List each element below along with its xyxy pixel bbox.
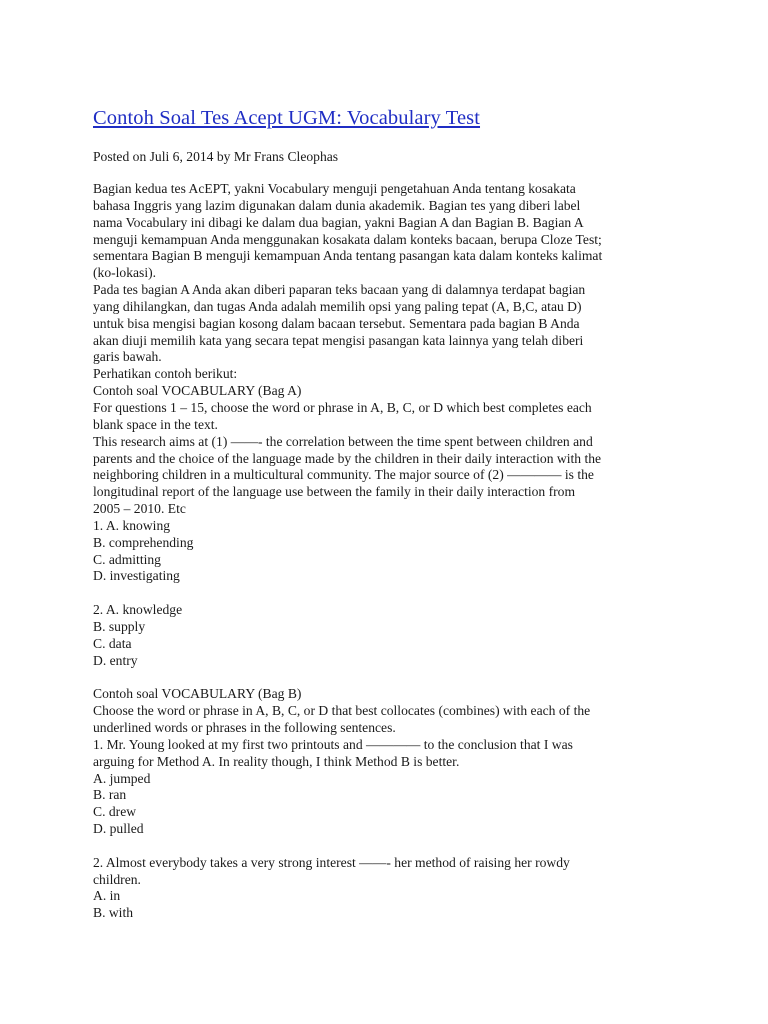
section-a-q2-line: C. data	[93, 635, 132, 651]
section-a-q2-line: D. entry	[93, 652, 138, 668]
document-page	[93, 104, 693, 922]
intro-line: nama Vocabulary ini dibagi ke dalam dua bagian, yakni Bagian A dan Bagian B. Bagian A	[93, 214, 584, 230]
intro-line: yang dihilangkan, dan tugas Anda adalah memilih opsi yang paling tepat (A, B,C, atau D)	[93, 298, 582, 314]
section-b-q1-line: B. ran	[93, 787, 127, 803]
section-b-q2-line: A. in	[93, 888, 121, 904]
section-b-q1-line: 1. Mr. Young looked at my first two printouts and ———— to the conclusion that I was	[93, 736, 573, 752]
intro-line: Perhatikan contoh berikut:	[93, 366, 238, 382]
section-b-q1-line: A. jumped	[93, 770, 151, 786]
spacer	[93, 585, 693, 602]
intro-line: Bagian kedua tes AcEPT, yakni Vocabulary menguji pengetahuan Anda tentang kosakata	[93, 181, 576, 196]
section-b-q1-line: arguing for Method A. In reality though, I think Method B is better.	[93, 753, 460, 769]
section-b-q2-line: B. with	[93, 905, 134, 921]
section-a-q2-line: 2. A. knowledge	[93, 602, 183, 618]
section-b-instruction: underlined words or phrases in the following sentences.	[93, 720, 396, 735]
intro-line: menguji kemampuan Anda menggunakan kosakata dalam konteks bacaan, berupa Cloze Test;	[93, 231, 602, 247]
section-a-passage: This research aims at (1) ——- the correlation between the time spent between children and	[93, 433, 593, 449]
article-body	[93, 181, 693, 922]
post-meta: Posted on Juli 6, 2014 by Mr Frans Cleophas	[93, 149, 339, 164]
section-a-q2-line: B. supply	[93, 618, 146, 634]
intro-line: akan diuji memilih kata yang secara tepat mengisi pasangan kata lainnya yang telah diberi	[93, 332, 584, 348]
spacer	[93, 838, 693, 855]
intro-line: untuk bisa mengisi bagian kosong dalam bacaan tersebut. Sementara pada bagian B Anda	[93, 315, 580, 331]
section-a-instruction: For questions 1 – 15, choose the word or phrase in A, B, C, or D which best completes each	[93, 399, 592, 415]
section-a-q1-line: D. investigating	[93, 568, 180, 584]
section-a-q1-line: B. comprehending	[93, 534, 194, 550]
section-b-q1-line: C. drew	[93, 804, 137, 820]
section-a-instruction: blank space in the text.	[93, 416, 218, 432]
intro-line: sementara Bagian B menguji kemampuan Anda tentang pasangan kata dalam konteks kalimat	[93, 248, 603, 264]
section-a-passage: neighboring children in a multicultural community. The major source of (2) ———— is the	[93, 467, 594, 483]
section-a-passage: 2005 – 2010. Etc	[93, 501, 186, 517]
section-a-passage: longitudinal report of the language use between the family in their daily interaction from	[93, 484, 576, 500]
section-b-q2-line: children.	[93, 871, 141, 887]
section-a-passage: parents and the choice of the language made by the children in their daily interaction with the	[93, 450, 602, 466]
section-b-q2-line: 2. Almost everybody takes a very strong interest ——- her method of raising her rowdy	[93, 854, 570, 870]
spacer	[93, 669, 693, 686]
section-b-heading: Contoh soal VOCABULARY (Bag B)	[93, 686, 302, 702]
intro-line: bahasa Inggris yang lazim digunakan dalam dunia akademik. Bagian tes yang diberi label	[93, 197, 581, 213]
section-b-q1-line: D. pulled	[93, 821, 144, 837]
intro-line: garis bawah.	[93, 349, 162, 365]
intro-line: Pada tes bagian A Anda akan diberi paparan teks bacaan yang di dalamnya terdapat bagian	[93, 282, 586, 298]
section-b-instruction: Choose the word or phrase in A, B, C, or D that best collocates (combines) with each of the	[93, 703, 591, 719]
intro-line: (ko-lokasi).	[93, 265, 157, 281]
section-a-q1-line: C. admitting	[93, 551, 161, 567]
article-title-link[interactable]: Contoh Soal Tes Acept UGM: Vocabulary Test	[93, 107, 481, 129]
section-a-q1-line: 1. A. knowing	[93, 517, 171, 533]
section-a-heading: Contoh soal VOCABULARY (Bag A)	[93, 383, 302, 399]
